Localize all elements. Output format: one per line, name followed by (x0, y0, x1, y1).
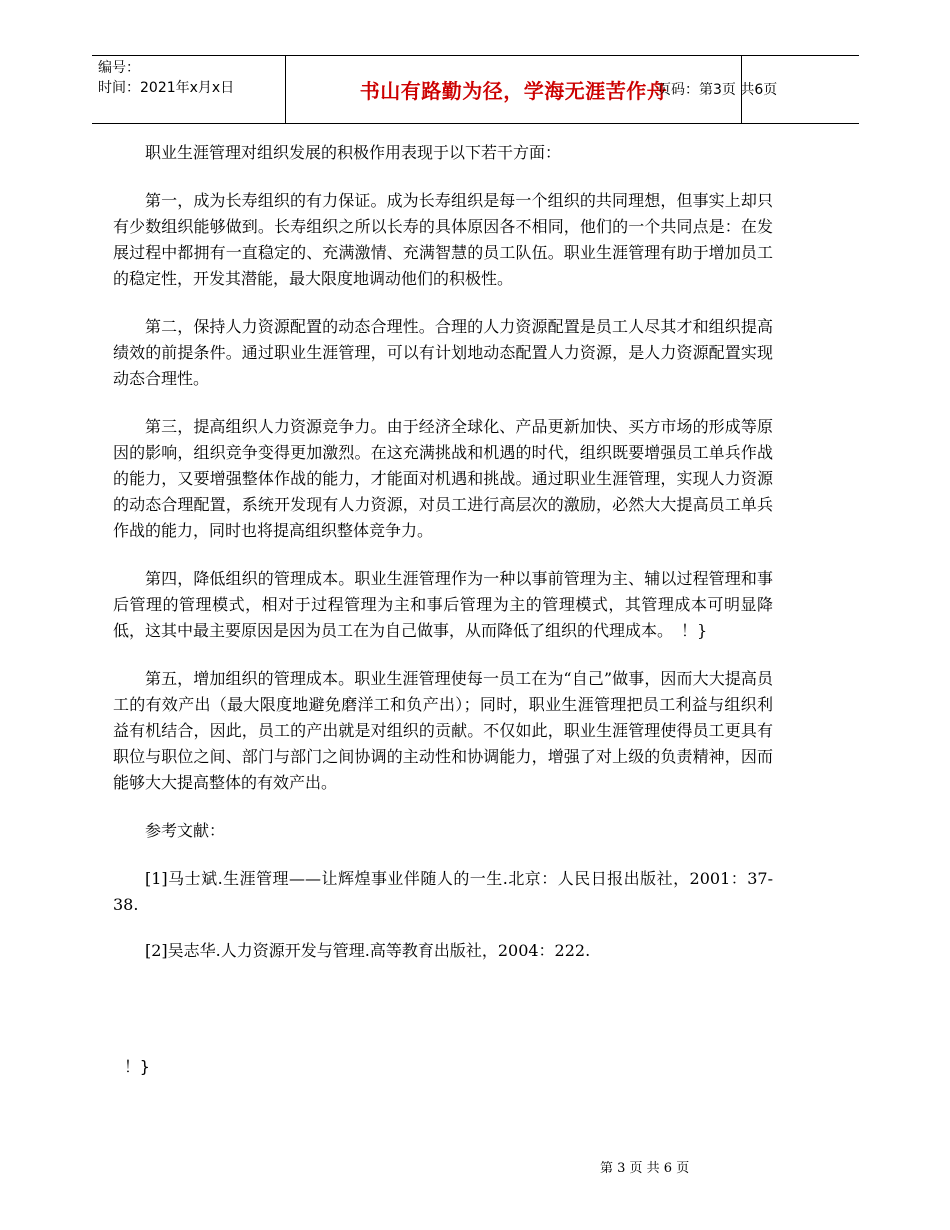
header-meta (98, 58, 288, 98)
header-motto: 书山有路勤为径，学海无涯苦作舟 (359, 79, 668, 103)
document-number-label: 编号： (98, 60, 140, 76)
stray-mark: ！} (124, 1057, 150, 1076)
paragraph-fifth: 第五，增加组织的管理成本。职业生涯管理使每一员工在为“自己”做事，因而大大提高员工的有效产出（最大限度地避免磨洋工和负产出）；同时，职业生涯管理把员工利益与组织利益有机结合，因此，员工的产出就是对组织的贡献。不仅如此，职业生涯管理使得员工更具有职位与职位之间、部门与部门之间协调的主动性和协调能力，增强了对上级的负责精神，因而能够大大提高整体的有效产出。 (113, 669, 773, 792)
paragraph-first: 第一，成为长寿组织的有力保证。成为长寿组织是每一个组织的共同理想，但事实上却只有少数组织能够做到。长寿组织之所以长寿的具体原因各不相同，他们的一个共同点是：在发展过程中都拥有一直稳定的、充满激情、充满智慧的员工队伍。职业生涯管理有助于增加员工的稳定性，开发其潜能，最大限度地调动他们的积极性。 (113, 191, 773, 288)
intro-paragraph: 职业生涯管理对组织发展的积极作用表现于以下若干方面： (145, 143, 562, 162)
document-body (113, 140, 773, 984)
page-footer: 第 3 页 共 6 页 (600, 1161, 690, 1176)
paragraph-third: 第三，提高组织人力资源竞争力。由于经济全球化、产品更新加快、买方市场的形成等原因的影响，组织竞争变得更加激烈。在这充满挑战和机遇的时代，组织既要增强员工单兵作战的能力，又要增强整体作战的能力，才能面对机遇和挑战。通过职业生涯管理，实现人力资源的动态合理配置，系统开发现有人力资源，对员工进行高层次的激励，必然大大提高员工单兵作战的能力，同时也将提高组织整体竞争力。 (113, 417, 773, 540)
header-page-number: 页码：第3页 共6页 (657, 82, 778, 98)
page-header (92, 55, 859, 124)
document-time: 时间：2021年x月x日 (98, 80, 235, 96)
reference-item: [1]马士斌.生涯管理——让辉煌事业伴随人的一生.北京：人民日报出版社，2001：37-38. (113, 869, 773, 914)
references-title: 参考文献： (145, 821, 226, 840)
reference-item: [2]吴志华.人力资源开发与管理.高等教育出版社，2004：222. (145, 941, 591, 960)
paragraph-second: 第二，保持人力资源配置的动态合理性。合理的人力资源配置是员工人尽其才和组织提高绩效的前提条件。通过职业生涯管理，可以有计划地动态配置人力资源，是人力资源配置实现动态合理性。 (113, 317, 773, 388)
paragraph-fourth: 第四，降低组织的管理成本。职业生涯管理作为一种以事前管理为主、辅以过程管理和事后管理的管理模式，相对于过程管理为主和事后管理为主的管理模式，其管理成本可明显降低，这其中最主要原因是因为员工在为自己做事，从而降低了组织的代理成本。 ！} (113, 569, 773, 640)
